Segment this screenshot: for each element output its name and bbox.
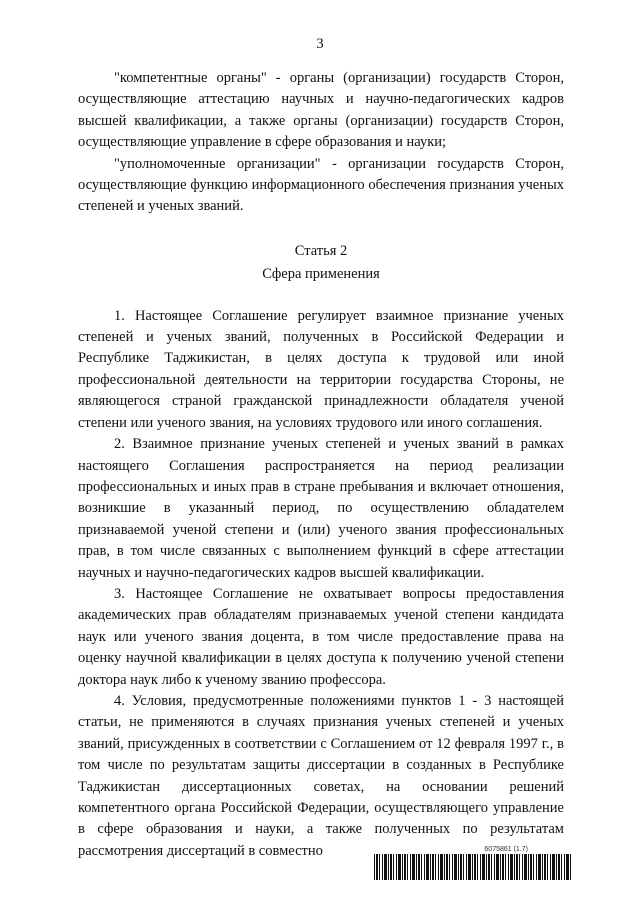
clause-2: 2. Взаимное признание ученых степеней и ученых званий в рамках настоящего Соглашения распространяется на период реализации профессиональных и иных прав в стране пребывания и включает отношения, возникшие в указанный период, по осуществлению обладателем признаваемой ученой степени и (или) ученого звания профессиональных прав, в том числе связанных с выполнением функций в сфере аттестации научных и научно-педагогических кадров высшей квалификации. bbox=[78, 436, 564, 581]
clause-4: 4. Условия, предусмотренные положениями пунктов 1 - 3 настоящей статьи, не применяются в случаях признания ученых степеней и ученых званий, присужденных в соответствии с Соглашением от 12 февраля 1997 г., в том числе по результатам защиты диссертации в созданных в Республике Таджикистан диссертационных советах, на основании решений компетентного органа Российской Федерации, осуществляющего управление в сфере образования и науки, а также полученных по результатам рассмотрения диссертаций в совместно bbox=[78, 692, 564, 859]
document-body bbox=[78, 68, 564, 862]
document-barcode bbox=[374, 845, 572, 880]
definition-competent-bodies: "компетентные органы" - органы (организации) государств Сторон, осуществляющие аттестацию научных и научно-педагогических кадров высшей квалификации, а также органы (организации) государств Сторон, осуществляющие управление в сфере образования и науки; bbox=[78, 70, 564, 151]
barcode-number: 6075861 (1.7) bbox=[484, 846, 528, 853]
barcode-icon bbox=[374, 854, 572, 880]
clause-3: 3. Настоящее Соглашение не охватывает вопросы предоставления академических прав обладателям признаваемых ученой степени кандидата наук или ученого звания доцента, в том числе предоставление права на оценку научной квалификации в целях доступа к получению ученой степени доктора наук либо к ученому званию профессора. bbox=[78, 585, 564, 688]
clause-1: 1. Настоящее Соглашение регулирует взаимное признание ученых степеней и ученых званий, полученных в Российской Федерации и Республике Таджикистан, в целях доступа к трудовой или иной профессиональной деятельности на территории государства Стороны, не являющегося страной гражданской принадлежности обладателя ученой степени или ученого звания, на условиях трудового или иного соглашения. bbox=[78, 307, 564, 431]
article-number: Статья 2 bbox=[294, 242, 348, 259]
article-title: Сфера применения bbox=[262, 266, 380, 283]
definition-authorized-organizations: "уполномоченные организации" - организации государств Сторон, осуществляющие функцию информационного обеспечения признания ученых степеней и ученых званий. bbox=[78, 155, 564, 215]
page-number: 3 bbox=[316, 36, 324, 52]
